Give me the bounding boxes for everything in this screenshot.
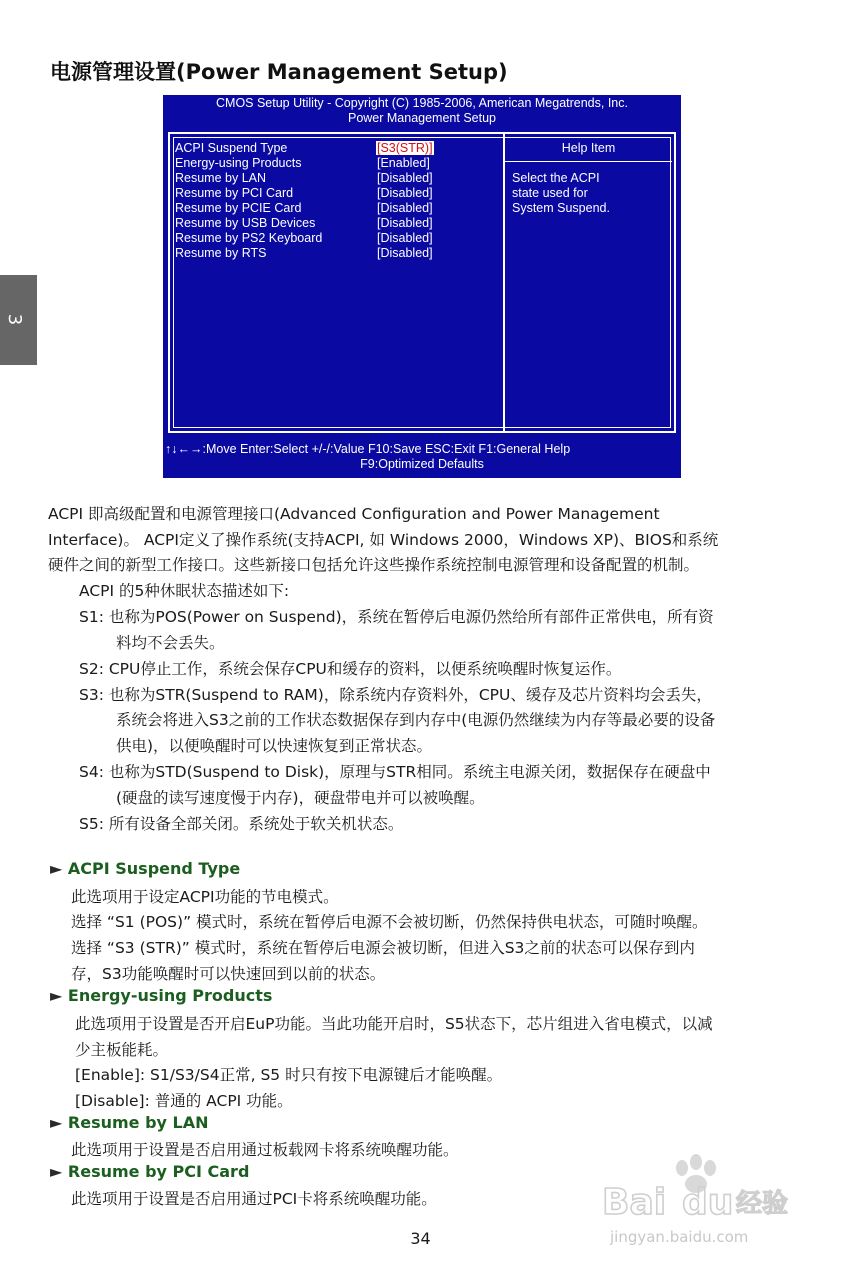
states-intro: ACPI 的5种休眠状态描述如下: xyxy=(79,582,290,600)
bios-key-legend: ↑↓←→:Move Enter:Select +/-/:Value F10:Save ESC:Exit F1:General Help xyxy=(165,442,571,456)
triangle-marker-icon: ► xyxy=(50,1162,63,1181)
value-resume-by-lan[interactable]: [Disabled] xyxy=(377,171,433,185)
value-resume-by-pci-card[interactable]: [Disabled] xyxy=(377,186,433,200)
triangle-marker-icon: ► xyxy=(50,859,63,878)
baidu-jingyan-watermark xyxy=(596,1150,806,1268)
svg-text:Bai: Bai xyxy=(602,1182,667,1223)
option-resume-by-pci-card[interactable]: Resume by PCI Card xyxy=(175,186,294,200)
baidu-paw-logo-icon xyxy=(596,1150,806,1230)
option-resume-by-ps2-keyboard[interactable]: Resume by PS2 Keyboard xyxy=(175,231,323,245)
value-resume-by-usb-devices[interactable]: [Disabled] xyxy=(377,216,433,230)
help-separator xyxy=(505,161,672,162)
value-energy-using-products[interactable]: [Enabled] xyxy=(377,156,430,170)
bios-screen xyxy=(163,95,681,478)
triangle-marker-icon: ► xyxy=(50,986,63,1005)
state-s3-line: 系统会将进入S3之前的工作状态数据保存到内存中(电源仍然继续为内存等最必要的设备 xyxy=(116,711,716,729)
watermark-url: jingyan.baidu.com xyxy=(610,1228,749,1246)
section-text-line: 存，S3功能唤醒时可以快速回到以前的状态。 xyxy=(71,965,386,983)
section-heading-resume-by-pci-card: ► Resume by PCI Card xyxy=(50,1162,250,1181)
page-title: 电源管理设置(Power Management Setup) xyxy=(50,60,508,84)
bios-divider xyxy=(503,132,505,433)
section-heading-acpi-suspend-type: ► ACPI Suspend Type xyxy=(50,859,241,878)
state-s2-line: S2: CPU停止工作，系统会保存CPU和缓存的资料，以便系统唤醒时恢复运作。 xyxy=(79,660,622,678)
bios-screen-title: Power Management Setup xyxy=(347,111,496,125)
section-text-line: 此选项用于设置是否启用通过PCI卡将系统唤醒功能。 xyxy=(71,1190,437,1208)
option-resume-by-pcie-card[interactable]: Resume by PCIE Card xyxy=(175,201,302,215)
state-s5-line: S5: 所有设备全部关闭。系统处于软关机状态。 xyxy=(79,815,404,833)
chapter-number: 3 xyxy=(4,313,26,326)
section-text-line: 选择 “S3 (STR)” 模式时，系统在暂停后电源会被切断，但进入S3之前的状态可以保存到内 xyxy=(71,939,695,957)
help-text-line: Select the ACPI xyxy=(512,171,600,185)
state-s1-line: 料均不会丢失。 xyxy=(116,634,225,652)
state-s4-line: (硬盘的读写速度慢于内存)，硬盘带电并可以被唤醒。 xyxy=(116,789,485,807)
intro-line: Interface)。 ACPI定义了操作系统(支持ACPI, 如 Windows 2000，Windows XP)、BIOS和系统 xyxy=(48,531,719,549)
option-resume-by-rts[interactable]: Resume by RTS xyxy=(175,246,267,260)
section-text-line: 少主板能耗。 xyxy=(75,1041,169,1059)
help-text-line: System Suspend. xyxy=(512,201,610,215)
page-number: 34 xyxy=(410,1229,431,1248)
option-energy-using-products[interactable]: Energy-using Products xyxy=(175,156,302,170)
state-s1-line: S1: 也称为POS(Power on Suspend)，系统在暂停后电源仍然给所有部件正常供电，所有资 xyxy=(79,608,714,626)
value-resume-by-ps2-keyboard[interactable]: [Disabled] xyxy=(377,231,433,245)
section-text-line: 此选项用于设定ACPI功能的节电模式。 xyxy=(71,888,339,906)
state-s3-line: 供电)，以便唤醒时可以快速恢复到正常状态。 xyxy=(116,737,433,755)
help-text-line: state used for xyxy=(512,186,588,200)
option-acpi-suspend-type[interactable]: ACPI Suspend Type xyxy=(175,141,288,155)
help-item-title: Help Item xyxy=(561,141,616,155)
value-resume-by-pcie-card[interactable]: [Disabled] xyxy=(377,201,433,215)
section-heading-resume-by-lan: ► Resume by LAN xyxy=(50,1113,209,1132)
bios-key-legend-defaults: F9:Optimized Defaults xyxy=(360,457,484,471)
value-resume-by-rts[interactable]: [Disabled] xyxy=(377,246,433,260)
svg-text:du: du xyxy=(682,1182,734,1223)
state-s4-line: S4: 也称为STD(Suspend to Disk)，原理与STR相同。系统主电源关闭，数据保存在硬盘中 xyxy=(79,763,711,781)
chapter-tab xyxy=(0,275,37,365)
intro-line: 硬件之间的新型工作接口。这些新接口包括允许这些操作系统控制电源管理和设备配置的机制。 xyxy=(48,556,700,574)
section-text-line: [Disable]: 普通的 ACPI 功能。 xyxy=(75,1092,293,1110)
intro-line: ACPI 即高级配置和电源管理接口(Advanced Configuration and Power Management xyxy=(48,505,660,523)
option-resume-by-usb-devices[interactable]: Resume by USB Devices xyxy=(175,216,316,230)
value-acpi-suspend-type[interactable]: [S3(STR)] xyxy=(377,141,433,155)
section-heading-energy-using-products: ► Energy-using Products xyxy=(50,986,273,1005)
section-text-line: [Enable]: S1/S3/S4正常, S5 时只有按下电源键后才能唤醒。 xyxy=(75,1066,503,1084)
triangle-marker-icon: ► xyxy=(50,1113,63,1132)
section-text-line: 此选项用于设置是否开启EuP功能。当此功能开启时，S5状态下，芯片组进入省电模式，以减 xyxy=(75,1015,713,1033)
svg-text:经验: 经验 xyxy=(736,1189,789,1219)
option-resume-by-lan[interactable]: Resume by LAN xyxy=(175,171,267,185)
state-s3-line: S3: 也称为STR(Suspend to RAM)，除系统内存资料外，CPU、缓存及芯片资料均会丢失， xyxy=(79,686,712,704)
section-text-line: 此选项用于设置是否启用通过板载网卡将系统唤醒功能。 xyxy=(71,1141,459,1159)
bios-copyright: CMOS Setup Utility - Copyright (C) 1985-2006, American Megatrends, Inc. xyxy=(216,96,628,110)
section-text-line: 选择 “S1 (POS)” 模式时，系统在暂停后电源不会被切断，仍然保持供电状态，可随时唤醒。 xyxy=(71,913,708,931)
